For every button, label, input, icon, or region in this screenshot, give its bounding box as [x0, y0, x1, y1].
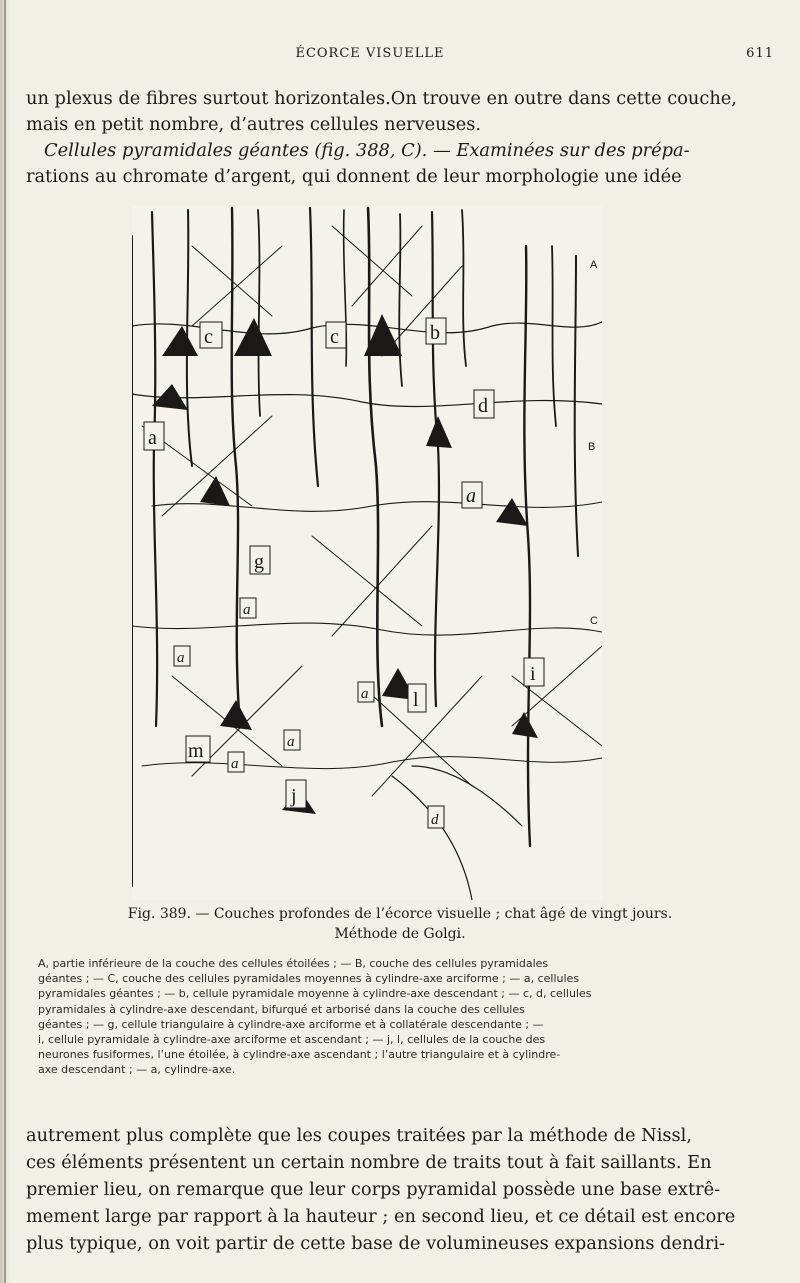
caption-method-line: Méthode de Golgi.	[334, 926, 466, 942]
text-line: autrement plus complète que les coupes traitées par la méthode de Nissl,	[26, 1125, 692, 1146]
legend-line: géantes ; — g, cellule triangulaire à cylindre-axe arciforme et à collatérale descendante ; —	[38, 1017, 544, 1031]
layer-label-A: A	[590, 259, 598, 271]
binding-shadow-line	[4, 0, 6, 1283]
layer-label-C: C	[590, 615, 598, 627]
legend-line: pyramidales à cylindre-axe descendant, bifurqué et arborisé dans la couche des cellules	[38, 1002, 525, 1016]
running-title: ÉCORCE VISUELLE	[295, 46, 445, 61]
fig-label-c1: c	[204, 326, 213, 348]
legend-line: axe descendant ; — a, cylindre-axe.	[38, 1063, 236, 1077]
text-line: mement large par rapport à la hauteur ; en second lieu, et ce détail est encore	[26, 1206, 736, 1227]
fig-label-a3: a	[243, 602, 251, 618]
top-paragraph	[26, 86, 774, 190]
page-number: 611	[746, 46, 774, 61]
fig-label-d1: d	[478, 395, 488, 417]
text-line: ces éléments présentent un certain nombre de traits tout à fait saillants. En	[26, 1152, 712, 1173]
legend-line: géantes ; — C, couche des cellules pyramidales moyennes à cylindre-axe arciforme ; — a, cellules	[38, 972, 580, 986]
fig-label-d2: d	[431, 812, 439, 828]
fig-label-a2: a	[466, 485, 476, 507]
legend-line: i, cellule pyramidale à cylindre-axe arciforme et ascendant ; — j, l, cellules de la couche des	[38, 1033, 546, 1047]
fig-label-i: i	[530, 663, 536, 685]
fig-label-g: g	[254, 551, 264, 573]
bottom-paragraph	[26, 1122, 774, 1257]
layer-label-B: B	[588, 441, 596, 453]
golgi-figure	[132, 206, 602, 900]
text-line: plus typique, on voit partir de cette base de volumineuses expansions dendri-	[26, 1233, 726, 1254]
caption-title-line: Fig. 389. — Couches profondes de l’écorce visuelle ; chat âgé de vingt jours.	[127, 906, 673, 922]
figure-caption-title	[40, 904, 760, 944]
fig-label-j: j	[291, 785, 297, 807]
fig-label-a4: a	[177, 650, 185, 666]
fig-label-a5: a	[361, 686, 369, 702]
running-header	[0, 46, 800, 70]
section-heading-line: Cellules pyramidales géantes (fig. 388, C). — Examinées sur des prépa-	[44, 140, 690, 161]
fig-label-l: l	[413, 689, 419, 711]
legend-line: pyramidales géantes ; — b, cellule pyramidale moyenne à cylindre-axe descendant ; — c, d, cellules	[38, 987, 592, 1001]
text-line: un plexus de fibres surtout horizontales.On trouve en outre dans cette couche,	[26, 88, 737, 109]
legend-line: neurones fusiformes, l’une étoilée, à cylindre-axe ascendant ; l’autre triangulaire et à cylindre-	[38, 1048, 561, 1062]
legend-line: A, partie inférieure de la couche des cellules étoilées ; — B, couche des cellules pyramidales	[38, 957, 549, 970]
text-line: rations au chromate d’argent, qui donnent de leur morphologie une idée	[26, 166, 682, 187]
text-line: premier lieu, on remarque que leur corps pyramidal possède une base extrê-	[26, 1179, 721, 1200]
text-line: mais en petit nombre, d’autres cellules nerveuses.	[26, 114, 482, 135]
fig-label-a1: a	[148, 427, 157, 449]
fig-label-a7: a	[231, 756, 239, 772]
fig-label-c2: c	[330, 326, 339, 348]
neuron-illustration	[132, 206, 602, 900]
fig-label-a6: a	[287, 734, 295, 750]
fig-label-b: b	[430, 322, 440, 344]
fig-label-m: m	[188, 740, 204, 762]
figure-caption-legend	[38, 956, 760, 1078]
